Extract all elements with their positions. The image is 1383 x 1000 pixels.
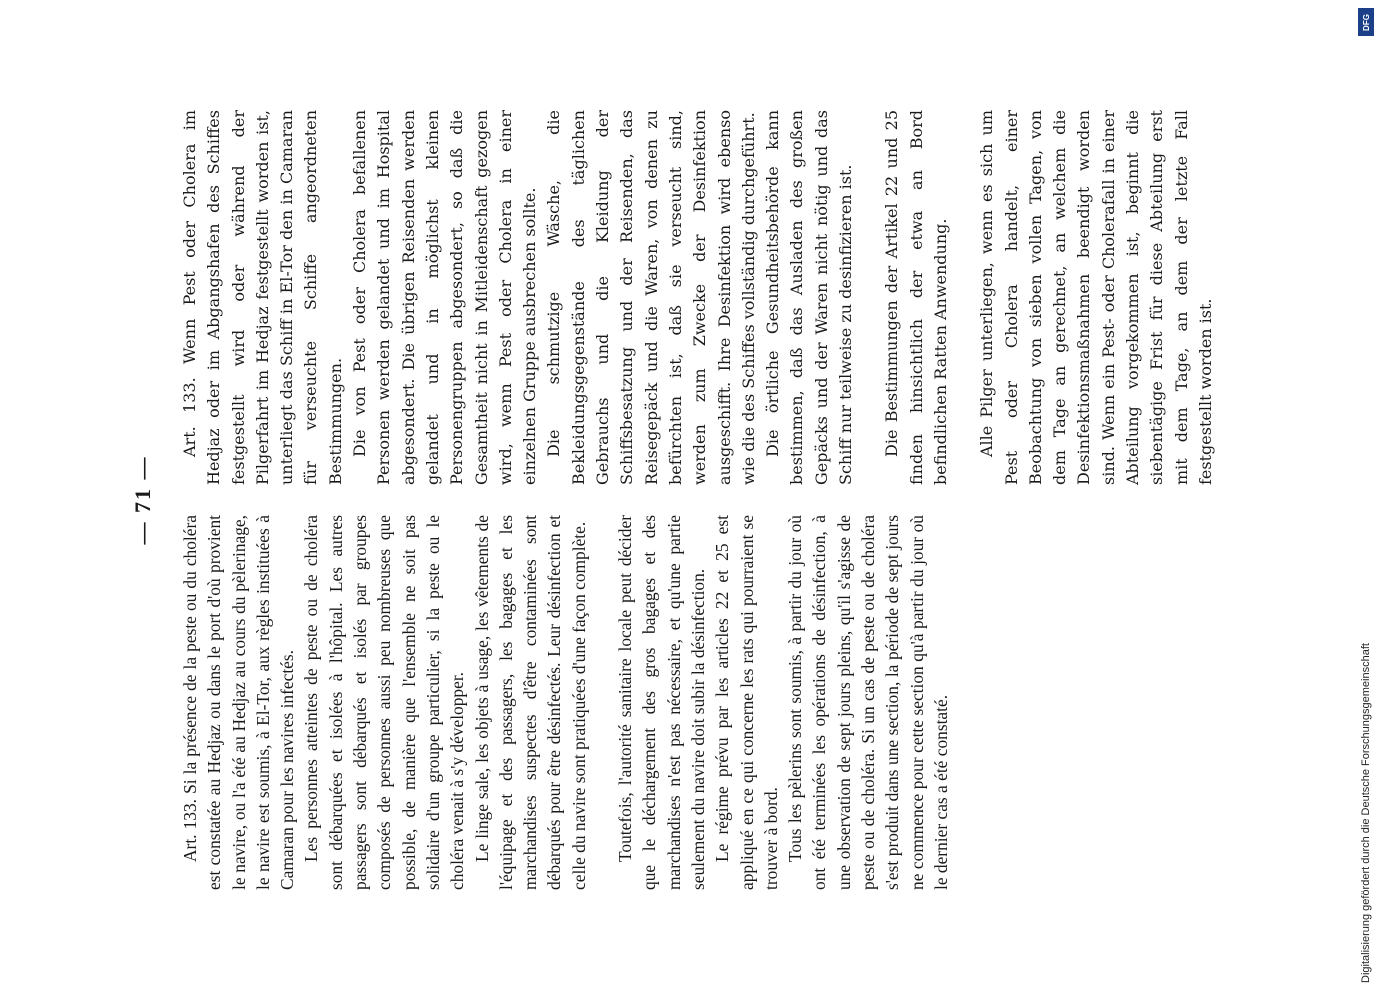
digitization-credit-text: Digitalisierung gefördert durch die Deutsche Forschungsgemeinschaft <box>1360 643 1372 983</box>
paragraph-fr-isolation: Les personnes atteintes de peste ou de choléra sont débarquées et isolées à l'hôpital. Les autres passagers sont débarqués et isolés par groupes composés de personnes aussi peu nombreuses que possible, de manière que l'ensemble ne soit pas solidaire d'un groupe particulier, si la peste ou le choléra venait à s'y développer. <box>301 515 468 890</box>
paragraph-de-isolation: Die von Pest oder Cholera befallenen Personen werden gelandet und im Hospital abgesondert. Die übrigen Reisenden werden gelandet und in möglichst kleinen Personengruppen abgesondert, so daß die Gesamtheit nicht in Mitleidenschaft gezogen wird, wenn Pest oder Cholera in einer einzelnen Gruppe ausbrechen sollte. <box>350 110 540 485</box>
two-column-body <box>178 110 1280 890</box>
german-column <box>178 110 1280 485</box>
page-number: — 71 — <box>130 455 155 545</box>
paragraph-fr-toutefois: Toutefois, l'autorité sanitaire locale peut décider que le déchargement des gros bagages et des marchandises n'est pas nécessaire, et qu'une partie seulement du navire doit subir la désinfection. <box>615 515 708 890</box>
paragraph-fr-art133: Art. 133. Si la présence de la peste ou du choléra est constatée au Hedjaz ou dans le port d'où provient le navire, ou l'a été au Hedjaz au cours du pèlerinage, le navire est soumis, à El-Tor, aux règles instituées à Camaran pour les navires infectés. <box>180 515 298 890</box>
paragraph-de-beobachtung: Alle Pilger unterliegen, wenn es sich um Pest oder Cholera handelt, einer Beobachtung von sieben vollen Tagen, von dem Tage an gerechnet, an welchem die Desinfektionsmaßnahmen beendigt worden sind. Wenn ein Pest- oder Cholerafall in einer Abteilung vorgekommen ist, beginnt die siebentägige Frist für diese Abteilung erst mit dem Tage, an dem der letzte Fall festgestellt worden ist. <box>977 110 1215 485</box>
paragraph-fr-observation: Tous les pèlerins sont soumis, à partir du jour où ont été terminées les opérations de désinfection, à une observation de sept jours pleins, qu'il s'agisse de peste ou de choléra. Si un cas de peste ou de choléra s'est produit dans une section, la période de sept jours ne commence pour cette section qu'à partir du jour où le dernier cas a été constaté. <box>785 515 951 890</box>
digitization-credit <box>1355 8 1377 998</box>
dfg-logo-text: DFG <box>1361 13 1371 31</box>
paragraph-de-waesche: Die schmutzige Wäsche, die Bekleidungsgegenstände des täglichen Gebrauchs und die Kleidung der Schiffsbesatzung und der Reisenden, das Reisegepäck und die Waren, von denen zu befürchten ist, daß sie verseucht sind, werden zum Zwecke der Desinfektion ausgeschifft. Ihre Desinfektion wird ebenso wie die des Schiffes vollständig durchgeführt. <box>544 110 758 485</box>
paragraph-fr-linge: Le linge sale, les objets à usage, les vêtements de l'équipage et des passagers, les bagages et les marchandises suspectes d'être contaminées sont débarqués pour être désinfectés. Leur désinfection et celle du navire sont pratiquées d'une façon complète. <box>471 515 589 890</box>
french-column <box>178 515 1280 890</box>
paragraph-de-art133: Art. 133. Wenn Pest oder Cholera im Hedjaz oder im Abgangshafen des Schiffes festgestellt wird oder während der Pilgerfahrt im Hedjaz festgestellt worden ist, unterliegt das Schiff in El-Tor den in Camaran für verseuchte Schiffe angeordneten Bestimmungen. <box>180 110 345 485</box>
dfg-logo <box>1358 8 1374 36</box>
paragraph-fr-rats: Le régime prévu par les articles 22 et 25 est appliqué en ce qui concerne les rats qui pourraient se trouver à bord. <box>712 515 781 890</box>
paragraph-de-ratten: Die Bestimmungen der Artikel 22 und 25 finden hinsichtlich der etwa an Bord befindlichen Ratten Anwendung. <box>882 110 950 485</box>
rotated-text-block <box>130 110 1280 890</box>
paragraph-de-behoerde: Die örtliche Gesundheitsbehörde kann bestimmen, daß das Ausladen des großen Gepäcks und der Waren nicht nötig und das Schiff nur teilweise zu desinfizieren ist. <box>763 110 856 485</box>
